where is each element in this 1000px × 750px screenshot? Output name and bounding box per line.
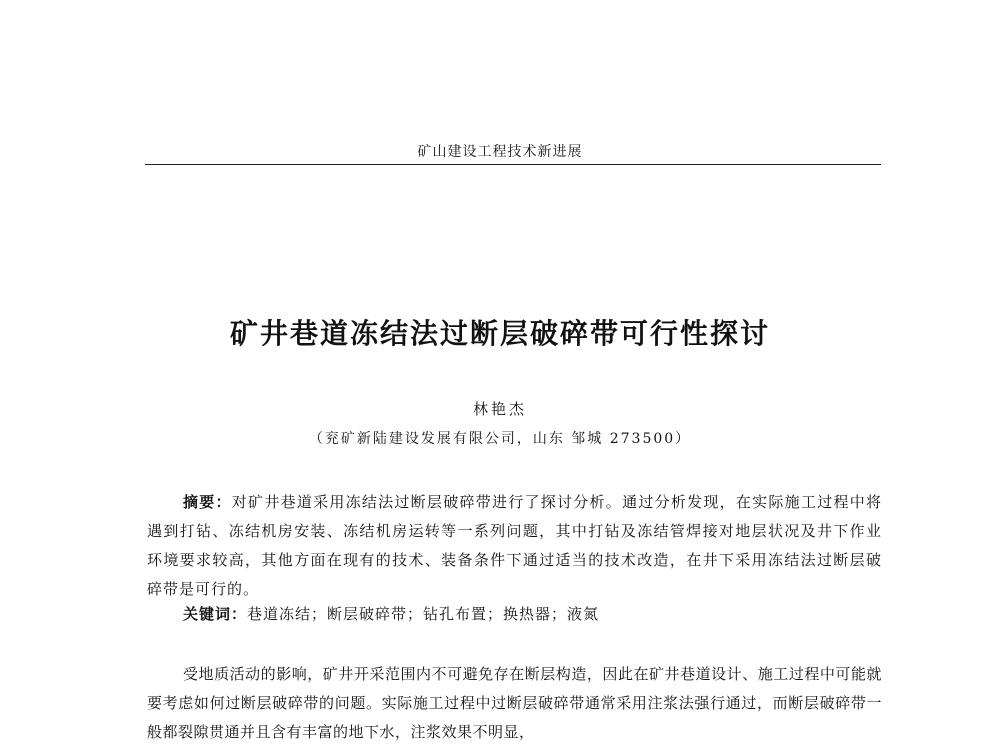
header-rule: [145, 164, 881, 165]
abstract-label: 摘要：: [183, 493, 232, 511]
abstract: [147, 488, 882, 604]
author-affiliation: （兖矿新陆建设发展有限公司，山东 邹城 273500）: [308, 431, 692, 447]
article-title: 矿井巷道冻结法过断层破碎带可行性探讨: [229, 317, 770, 350]
author-name: 林艳杰: [472, 400, 527, 418]
keywords-label: 关键词：: [183, 605, 248, 623]
keywords-text: 巷道冻结；断层破碎带；钻孔布置；换热器；液氮: [247, 605, 600, 623]
abstract-text: 对矿井巷道采用冻结法过断层破碎带进行了探讨分析。通过分析发现，在实际施工过程中将遇到打钻、冻结机房安装、冻结机房运转等一系列问题，其中打钻及冻结管焊接对地层状况及井下作业环境要求较高，其他方面在现有的技术、装备条件下通过适当的技术改造，在井下采用冻结法过断层破碎带是可行的。: [147, 493, 882, 598]
running-header: 矿山建设工程技术新进展: [417, 144, 583, 160]
body-paragraph: 受地质活动的影响，矿井开采范围内不可避免存在断层构造，因此在矿井巷道设计、施工过程中可能就要考虑如何过断层破碎带的问题。实际施工过程中过断层破碎带通常采用注浆法强行通过，而断层破碎带一般都裂隙贯通并且含有丰富的地下水，注浆效果不明显，: [147, 665, 882, 741]
keywords: [183, 603, 883, 624]
